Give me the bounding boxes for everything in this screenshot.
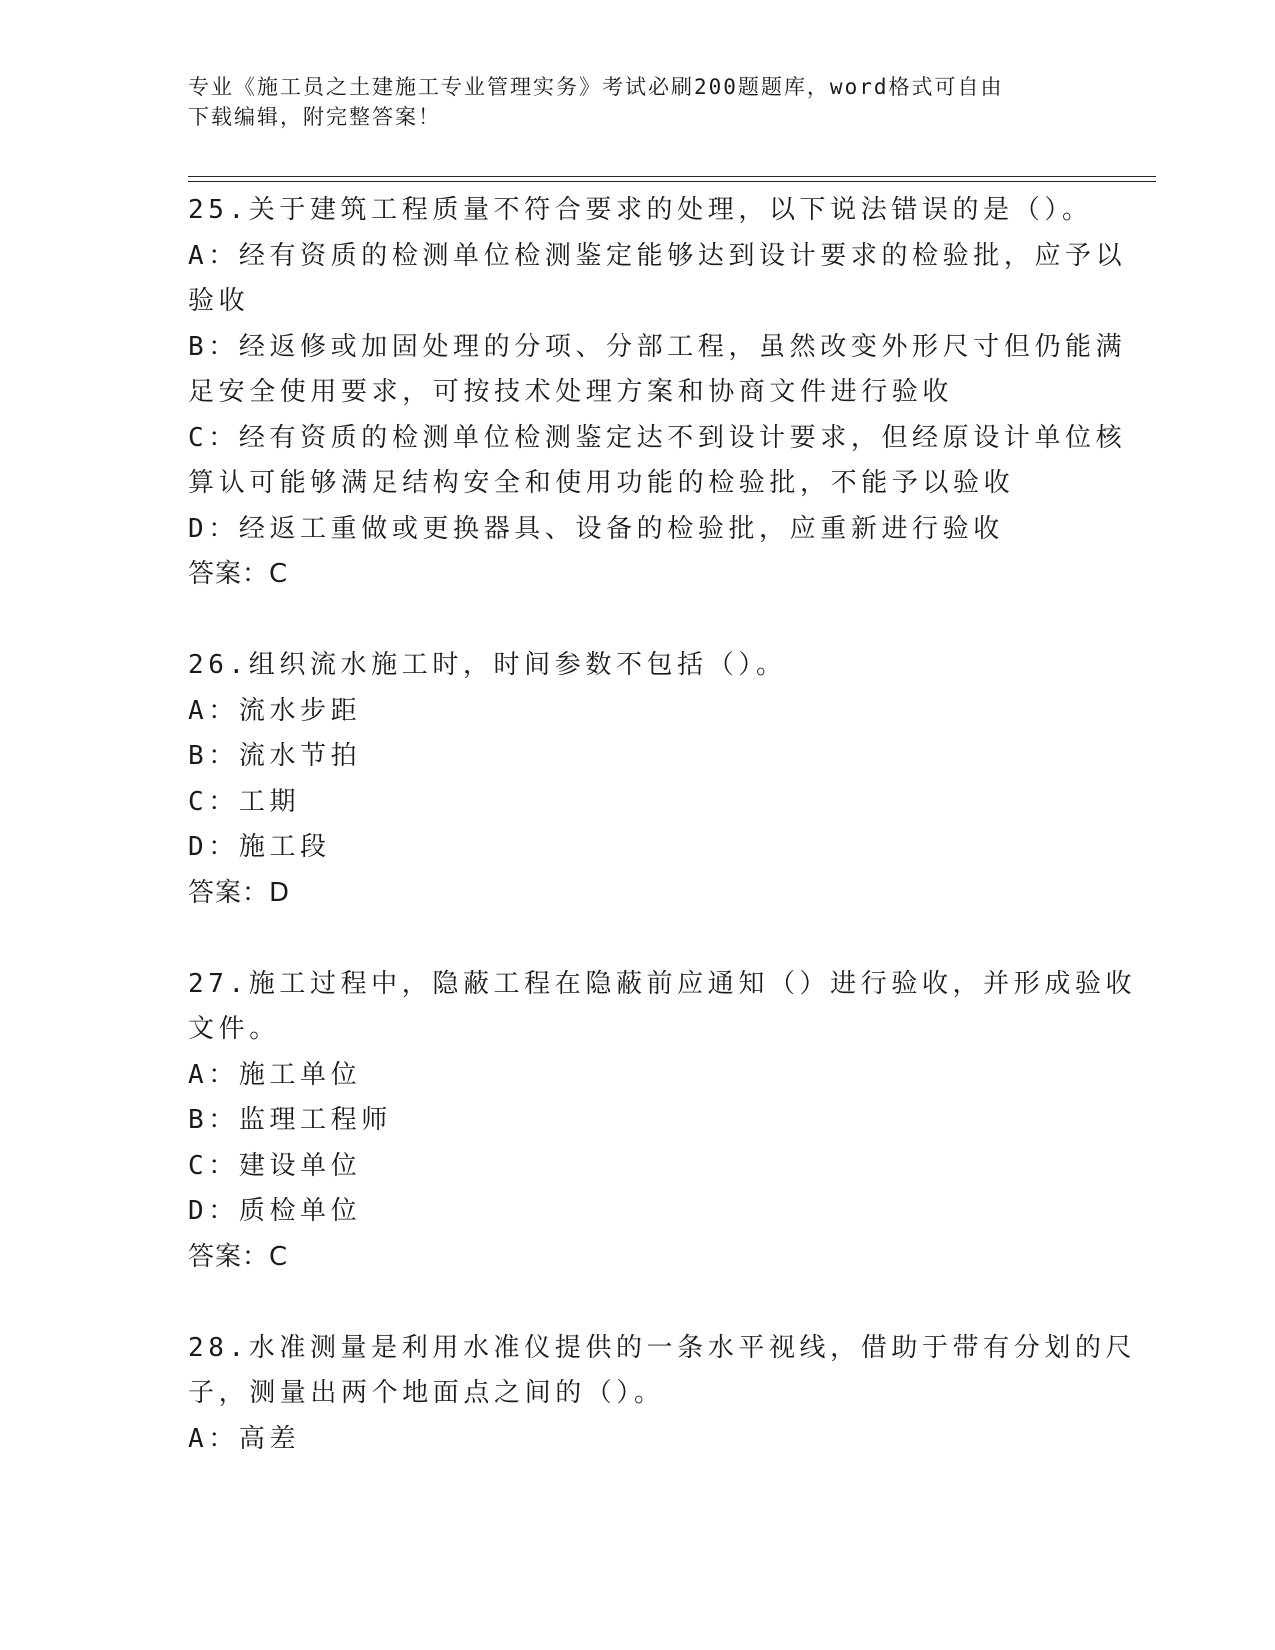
option-c: C：工期 bbox=[188, 786, 301, 817]
header-rule-top bbox=[188, 176, 1156, 177]
question-stem: 28.水准测量是利用水准仪提供的一条水平视线，借助于带有分划的尺 bbox=[188, 1332, 1137, 1363]
header-line-2: 下载编辑，附完整答案！ bbox=[188, 105, 441, 129]
header-line-1: 专业《施工员之土建施工专业管理实务》考试必刷200题题库，word格式可自由 bbox=[188, 75, 1004, 99]
document-header bbox=[188, 72, 1088, 132]
question-stem-cont: 文件。 bbox=[188, 1014, 280, 1044]
option-a: A：高差 bbox=[188, 1423, 301, 1454]
answer: 答案：C bbox=[188, 1241, 289, 1272]
option-b-cont: 足安全使用要求，可按技术处理方案和协商文件进行验收 bbox=[188, 377, 954, 407]
spacer bbox=[188, 1280, 1088, 1326]
spacer bbox=[188, 598, 1088, 644]
option-a-cont: 验收 bbox=[188, 286, 250, 316]
option-a: A：流水步距 bbox=[188, 695, 362, 726]
question-27 bbox=[188, 962, 1137, 1281]
option-d: D：经返工重做或更换器具、设备的检验批，应重新进行验收 bbox=[188, 513, 1004, 544]
question-stem: 27.施工过程中，隐蔽工程在隐蔽前应通知（）进行验收，并形成验收 bbox=[188, 968, 1137, 999]
question-list bbox=[188, 188, 1137, 1462]
header-rule-bottom bbox=[188, 181, 1156, 182]
question-26 bbox=[188, 643, 1088, 916]
question-stem: 25.关于建筑工程质量不符合要求的处理，以下说法错误的是（）。 bbox=[188, 195, 1093, 225]
spacer bbox=[188, 916, 1088, 962]
answer: 答案：C bbox=[188, 559, 289, 589]
option-c-cont: 算认可能够满足结构安全和使用功能的检验批，不能予以验收 bbox=[188, 468, 1015, 498]
question-stem: 26.组织流水施工时，时间参数不包括（）。 bbox=[188, 650, 787, 680]
question-25 bbox=[188, 188, 1127, 598]
option-c: C：经有资质的检测单位检测鉴定达不到设计要求，但经原设计单位核 bbox=[188, 422, 1127, 453]
answer: 答案：D bbox=[188, 877, 291, 908]
option-d: D：质检单位 bbox=[188, 1196, 362, 1226]
question-stem-cont: 子，测量出两个地面点之间的（）。 bbox=[188, 1378, 665, 1408]
option-a: A：施工单位 bbox=[188, 1059, 362, 1090]
option-c: C：建设单位 bbox=[188, 1150, 362, 1181]
option-b: B：流水节拍 bbox=[188, 741, 362, 771]
option-a: A：经有资质的检测单位检测鉴定能够达到设计要求的检验批，应予以 bbox=[188, 240, 1127, 271]
option-b: B：监理工程师 bbox=[188, 1105, 392, 1135]
option-d: D：施工段 bbox=[188, 832, 331, 862]
question-28 bbox=[188, 1326, 1137, 1463]
option-b: B：经返修或加固处理的分项、分部工程，虽然改变外形尺寸但仍能满 bbox=[188, 331, 1127, 362]
